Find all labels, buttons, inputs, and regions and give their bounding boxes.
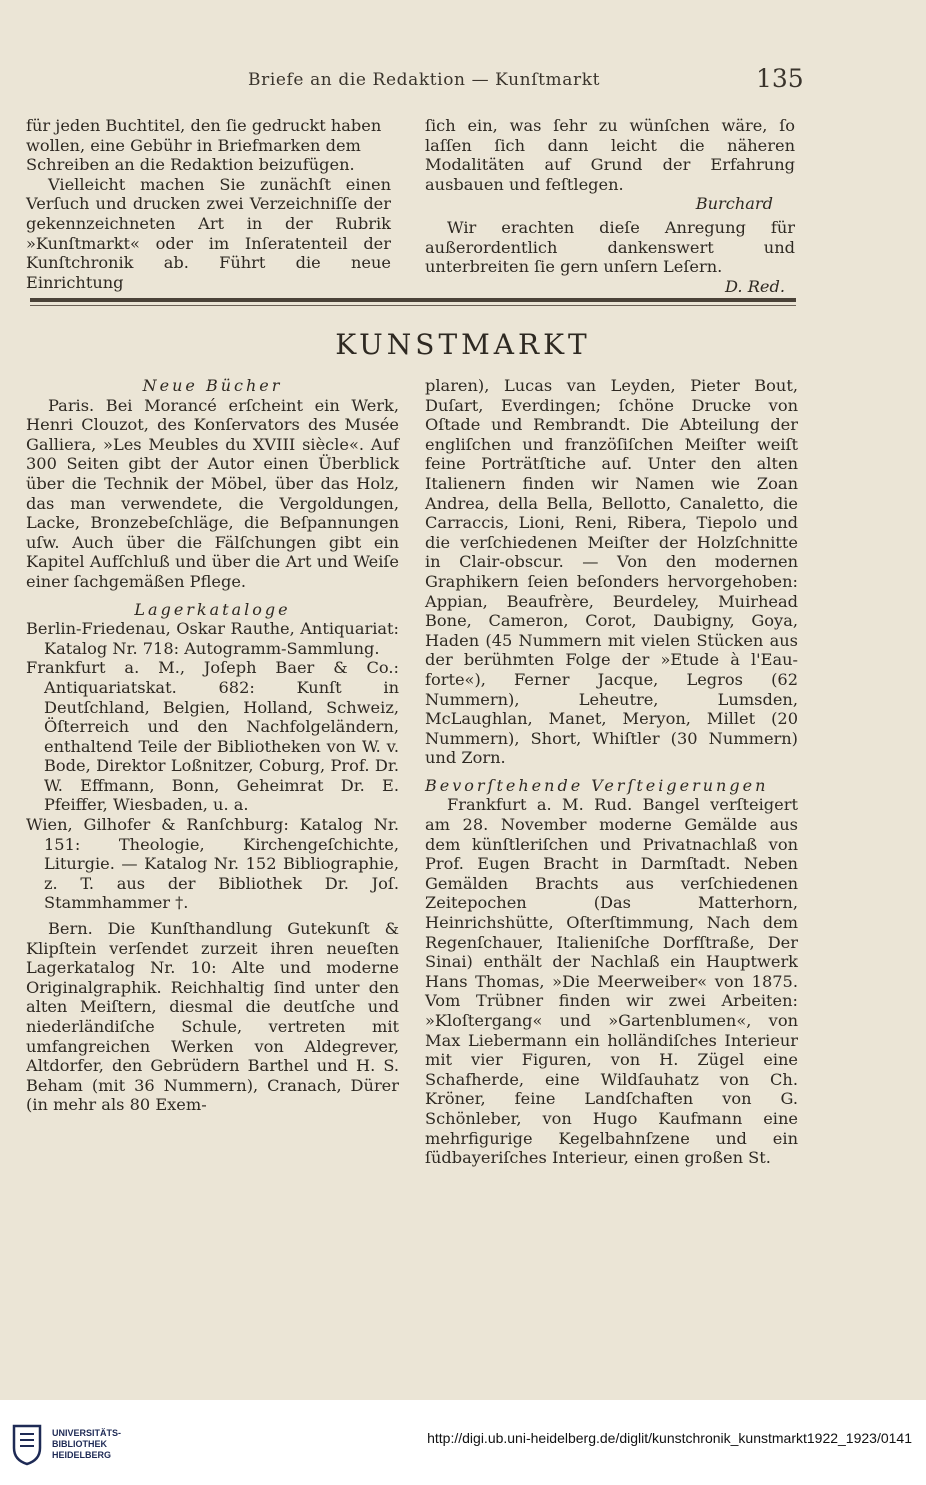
editor-note-text: Wir erachten dieſe Anregung für außerordentlich dankenswert und unterbreiten ſie gern unſern Leſern. [425, 217, 795, 277]
letter-line: wollen, eine Gebühr in Briefmarken dem [26, 135, 361, 155]
logo-line: UNIVERSITÄTS- [52, 1428, 122, 1438]
library-logo-text [52, 1428, 121, 1461]
heading-neue-buecher: Neue Bücher [142, 376, 283, 395]
catalog-entry: Frankfurt a. M., Joſeph Baer & Co.: Antiquariatskat. 682: Kunſt in Deutſchland, Belgien, Holland, Schweiz, Öſterreich und den Nachfolgeländern, enthaltend Teile der Bibliotheken von W. v. Bode, Direktor Loßnitzer, Coburg, Prof. Dr. W. Effmann, Bonn, Geheimrat Dr. E. Pfeiffer, Wiesbaden, u. a. [26, 658, 399, 815]
book-paragraph: Paris. Bei Morancé erſcheint ein Werk, Henri Clouzot, des Konſervators des Musée Galliera, »Les Meubles du XVIII siècle«. Auf 300 Seiten gibt der Autor einen Überblick über die Technik der Möbel, über das Holz, das man verwendete, die Vergoldungen, Lacke, Bronzebeſchläge, die Beſpannungen uſw. Auch über die Fälſchungen gibt ein Kapitel Aufſchluß und über die Art und Weiſe einer ſachgemäßen Pflege. [26, 395, 399, 591]
library-seal-icon [8, 1422, 46, 1466]
letter-paragraph: Vielleicht machen Sie zunächſt einen Verſuch und drucken zwei Verzeichniſſe der gekennzeichneten Art in der Rubrik »Kunſtmarkt« oder im Inſeratenteil der Kunſtchronik ab. Führt die neue Einrichtung [26, 174, 391, 292]
page-number: 135 [756, 64, 804, 93]
continuation-paragraph: plaren), Lucas van Leyden, Pieter Bout, Duſart, Everdingen; ſchöne Drucke von Oſtade und Rembrandt. Die Abteilung der engliſchen und franzöſiſchen Meiſter weiſt feine Porträtſtiche auf. Unter den alten Italienern finden wir Namen wie Zoan Andrea, della Bella, Bellotto, Canaletto, die Carraccis, Lioni, Reni, Ribera, Tiepolo und die verſchiedenen Meiſter der Holzſchnitte in Clair-obscur. — Von den modernen Graphikern ſeien beſonders hervorgehoben: Appian, Beaufrère, Beurdeley, Muirhead Bone, Cameron, Corot, Daubigny, Goya, Haden (45 Nummern mit vielen Stücken aus der berühmten Folge der »Etude à l'Eau-forte«), Ferner Jacque, Legros (62 Nummern), Leheutre, Lumsden, McLaughlan, Manet, Meryon, Millet (20 Nummern), Short, Whiſtler (30 Nummern) und Zorn. [425, 376, 798, 768]
heading-lagerkataloge: Lagerkataloge [134, 599, 291, 619]
letter-paragraph: ſich ein, was ſehr zu wünſchen wäre, ſo laſſen ſich dann leicht die näheren Modalitäten auf Grund der Erfahrung ausbauen und feſtlegen. [425, 116, 795, 194]
auction-paragraph: Frankfurt a. M. Rud. Bangel verſteigert am 28. November moderne Gemälde aus dem künſtleriſchen und Privatnachlaß von Prof. Eugen Bracht in Darmſtadt. Neben Gemälden Brachts aus verſchiedenen Zeitepochen (Das Matterhorn, Heinrichshütte, Oſterſtimmung, Nach dem Regenſchauer, Italieniſche Dorfſtraße, Der Sinai) enthält der Nachlaß ein Hauptwerk Hans Thomas, »Die Meerweiber« von 1875. Vom Trübner finden wir zwei Arbeiten: »Kloſtergang« und »Gartenblumen«, von Max Liebermann ein holländiſches Interieur mit vier Figuren, von H. Zügel eine Schafherde, eine Wildſauhatz von Ch. Kröner, feine Landſchaften von G. Schönleber, von Hugo Kaufmann eine mehrfigurige Kegelbahnſzene und ein ſüdbayeriſches Interieur, einen großen St. [425, 795, 798, 1168]
main-right-column [425, 376, 798, 1168]
catalog-entry: Berlin-Friedenau, Oskar Rauthe, Antiquariat: Katalog Nr. 718: Autogramm-Sammlung. [26, 619, 399, 658]
letter-signature: Burchard [695, 194, 773, 214]
editor-signature: D. Red. [725, 276, 785, 296]
running-header [0, 64, 926, 94]
section-title: KUNSTMARKT [335, 328, 591, 361]
letter-line: für jeden Buchtitel, den ſie gedruckt haben [26, 116, 382, 135]
main-left-column [26, 376, 399, 1115]
source-url[interactable]: http://digi.ub.uni-heidelberg.de/diglit/kunstchronik_kunstmarkt1922_1923/0141 [427, 1430, 912, 1446]
editor-note [425, 217, 795, 296]
heading-versteigerungen: Bevorſtehende Verſteigerungen [425, 775, 769, 795]
letter-line: Schreiben an die Redaktion beizufügen. [26, 155, 355, 175]
logo-line: HEIDELBERG [52, 1450, 112, 1460]
digitization-footer [0, 1400, 926, 1485]
catalog-entry: Wien, Gilhofer & Ranſchburg: Katalog Nr. 151: Theologie, Kirchengeſchichte, Liturgie. — Katalog Nr. 152 Bibliographie, z. T. aus der Bibliothek Dr. Joſ. Stammhammer †. [26, 815, 399, 913]
letter-right-column [425, 116, 795, 296]
section-divider-thin [30, 305, 796, 306]
section-divider [30, 298, 796, 302]
letter-left-column [26, 116, 391, 292]
running-title: Briefe an die Redaktion — Kunſtmarkt [248, 70, 601, 90]
logo-line: BIBLIOTHEK [52, 1439, 107, 1449]
bern-paragraph: Bern. Die Kunſthandlung Gutekunſt & Klipſtein verſendet zurzeit ihren neueſten Lagerkatalog Nr. 10: Alte und moderne Originalgraphik. Reichhaltig ſind unter den alten Meiſtern, diesmal die deutſche und niederländiſche Schule, vertreten mit umfangreichen Werken von Aldegrever, Altdorfer, den Gebrüdern Barthel und H. S. Beham (mit 36 Nummern), Cranach, Dürer (in mehr als 80 Exem- [26, 919, 399, 1115]
